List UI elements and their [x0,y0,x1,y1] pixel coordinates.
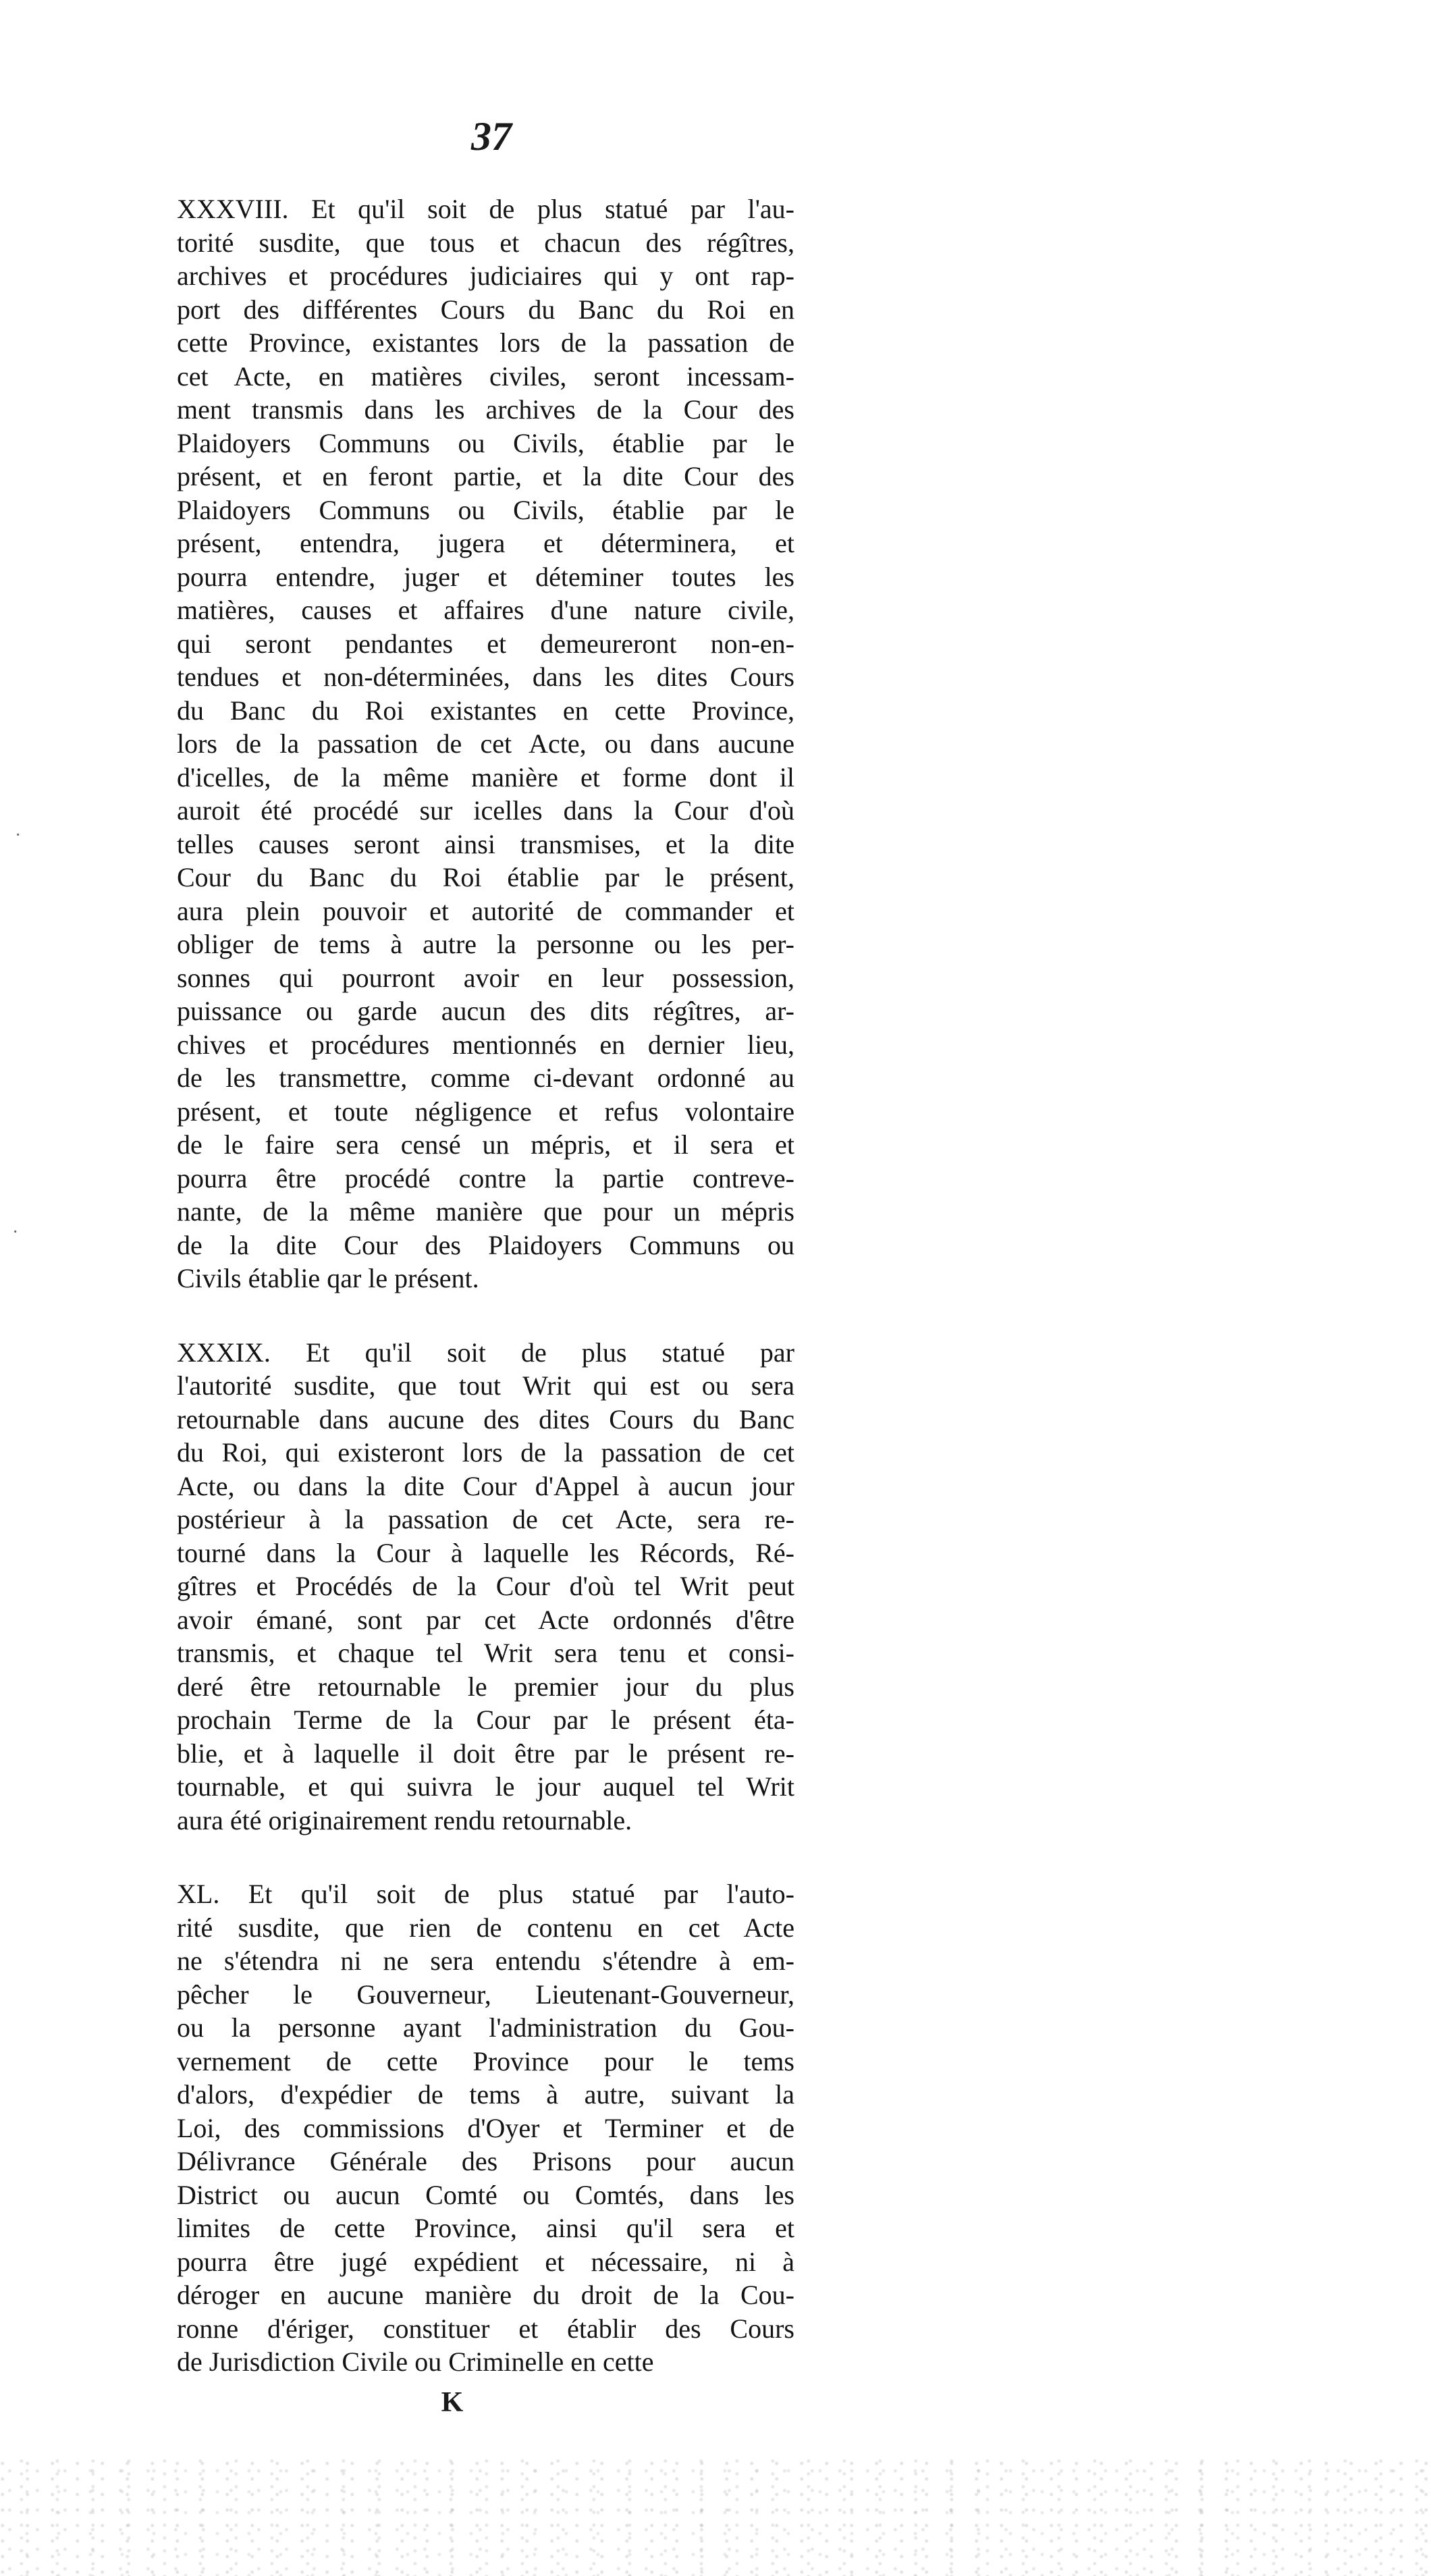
text-line: retournable dans aucune des dites Cours du Banc [177,1403,794,1434]
text-line: ronne d'ériger, constituer et établir des Cours [177,2313,794,2344]
text-line: Cour du Banc du Roi établie par le présent, [177,862,794,892]
text-line: du Roi, qui existeront lors de la passation de cet [177,1437,794,1468]
text-line: sonnes qui pourront avoir en leur possession, [177,962,794,993]
text-line: aura plein pouvoir et autorité de commander et [177,895,794,926]
section-gap [177,1837,794,1877]
text-line: tendues et non-déterminées, dans les dites Cours [177,662,794,692]
page-number: 37 [471,114,512,159]
text-line: d'alors, d'expédier de tems à autre, suivant la [177,2079,794,2110]
text-line: pourra être jugé expédient et nécessaire, ni à [177,2246,794,2277]
text-line: District ou aucun Comté ou Comtés, dans les [177,2179,794,2210]
text-line: telles causes seront ainsi transmises, et la dite [177,828,794,859]
text-line: ne s'étendra ni ne sera entendu s'étendre à em- [177,1946,794,1976]
text-line: d'icelles, de la même manière et forme dont il [177,761,794,793]
margin-speck: · [12,1222,19,1243]
text-line: auroit été procédé sur icelles dans la Cour d'où [177,795,794,826]
text-line: ment transmis dans les archives de la Cour des [177,394,794,425]
text-line: de le faire sera censé un mépris, et il sera et [177,1129,794,1160]
text-line: obliger de tems à autre la personne ou les per- [177,929,794,959]
section-xxxix [177,1336,794,1837]
text-line: matières, causes et affaires d'une nature civile, [177,595,794,625]
text-line: ou la personne ayant l'administration du Gou- [177,2012,794,2043]
text-line: puissance ou garde aucun des dits régîtres, ar- [177,996,794,1026]
text-line: postérieur à la passation de cet Acte, sera re- [177,1504,794,1534]
text-line: déroger en aucune manière du droit de la Cou- [177,2280,794,2310]
text-line: présent, et en feront partie, et la dite Cour des [177,461,794,491]
text-line: l'autorité susdite, que tout Writ qui est ou sera [177,1370,794,1401]
text-line: chives et procédures mentionnés en dernier lieu, [177,1029,794,1060]
text-line: présent, entendra, jugera et déterminera, et [177,528,794,558]
text-line: de la dite Cour des Plaidoyers Communs ou [177,1229,794,1260]
text-line: limites de cette Province, ainsi qu'il sera et [177,2213,794,2243]
paper-texture [0,2457,1431,2576]
text-line: prochain Terme de la Cour par le présent éta- [177,1705,794,1735]
text-line: XL. Et qu'il soit de plus statué par l'auto- [177,1879,794,1909]
text-line: cet Acte, en matières civiles, seront incessam- [177,360,794,392]
text-line: gîtres et Procédés de la Cour d'où tel Writ peut [177,1571,794,1601]
text-line: XXXIX. Et qu'il soit de plus statué par [177,1337,794,1368]
text-line: qui seront pendantes et demeureront non-en- [177,628,794,659]
text-line: tournable, et qui suivra le jour auquel tel Writ [177,1771,794,1802]
section-xl [177,1877,794,2379]
text-line: Civils établie qar le présent. [177,1263,479,1293]
text-line: torité susdite, que tous et chacun des régîtres, [177,227,794,258]
text-line: deré être retournable le premier jour du plus [177,1671,794,1702]
text-line: de Jurisdiction Civile ou Criminelle en cette [177,2346,654,2377]
section-gap [177,1295,794,1336]
text-line: Plaidoyers Communs ou Civils, établie par le [177,494,794,525]
margin-speck: · [15,825,22,846]
text-line: lors de la passation de cet Acte, ou dans aucune [177,728,794,759]
signature-mark: K [441,2387,464,2418]
text-line: blie, et à laquelle il doit être par le présent re- [177,1738,794,1769]
text-line: Plaidoyers Communs ou Civils, établie par le [177,427,794,458]
text-line: présent, et toute négligence et refus volontaire [177,1096,794,1127]
text-line: pêcher le Gouverneur, Lieutenant-Gouverneur, [177,1979,794,2010]
section-xxxviii [177,192,794,1295]
text-line: aura été originairement rendu retournable. [177,1804,632,1835]
text-line: Loi, des commissions d'Oyer et Terminer et de [177,2112,794,2143]
text-line: avoir émané, sont par cet Acte ordonnés d'être [177,1604,794,1635]
text-line: nante, de la même manière que pour un mépris [177,1196,794,1227]
text-line: de les transmettre, comme ci-devant ordonné au [177,1063,794,1093]
text-line: cette Province, existantes lors de la passation de [177,327,794,358]
text-line: vernement de cette Province pour le tems [177,2045,794,2076]
text-line: pourra entendre, juger et déteminer toutes les [177,561,794,592]
text-line: rité susdite, que rien de contenu en cet Acte [177,1912,794,1943]
text-line: archives et procédures judiciaires qui y ont rap- [177,261,794,291]
text-line: XXXVIII. Et qu'il soit de plus statué par l'au- [177,194,794,224]
text-line: Délivrance Générale des Prisons pour aucun [177,2146,794,2176]
text-column [177,192,794,2379]
text-line: pourra être procédé contre la partie contreve- [177,1162,794,1193]
text-line: du Banc du Roi existantes en cette Province, [177,695,794,726]
text-line: tourné dans la Cour à laquelle les Récords, Ré- [177,1537,794,1568]
text-line: Acte, ou dans la dite Cour d'Appel à aucun jour [177,1470,794,1501]
text-line: transmis, et chaque tel Writ sera tenu et consi- [177,1638,794,1668]
text-line: port des différentes Cours du Banc du Roi en [177,294,794,325]
